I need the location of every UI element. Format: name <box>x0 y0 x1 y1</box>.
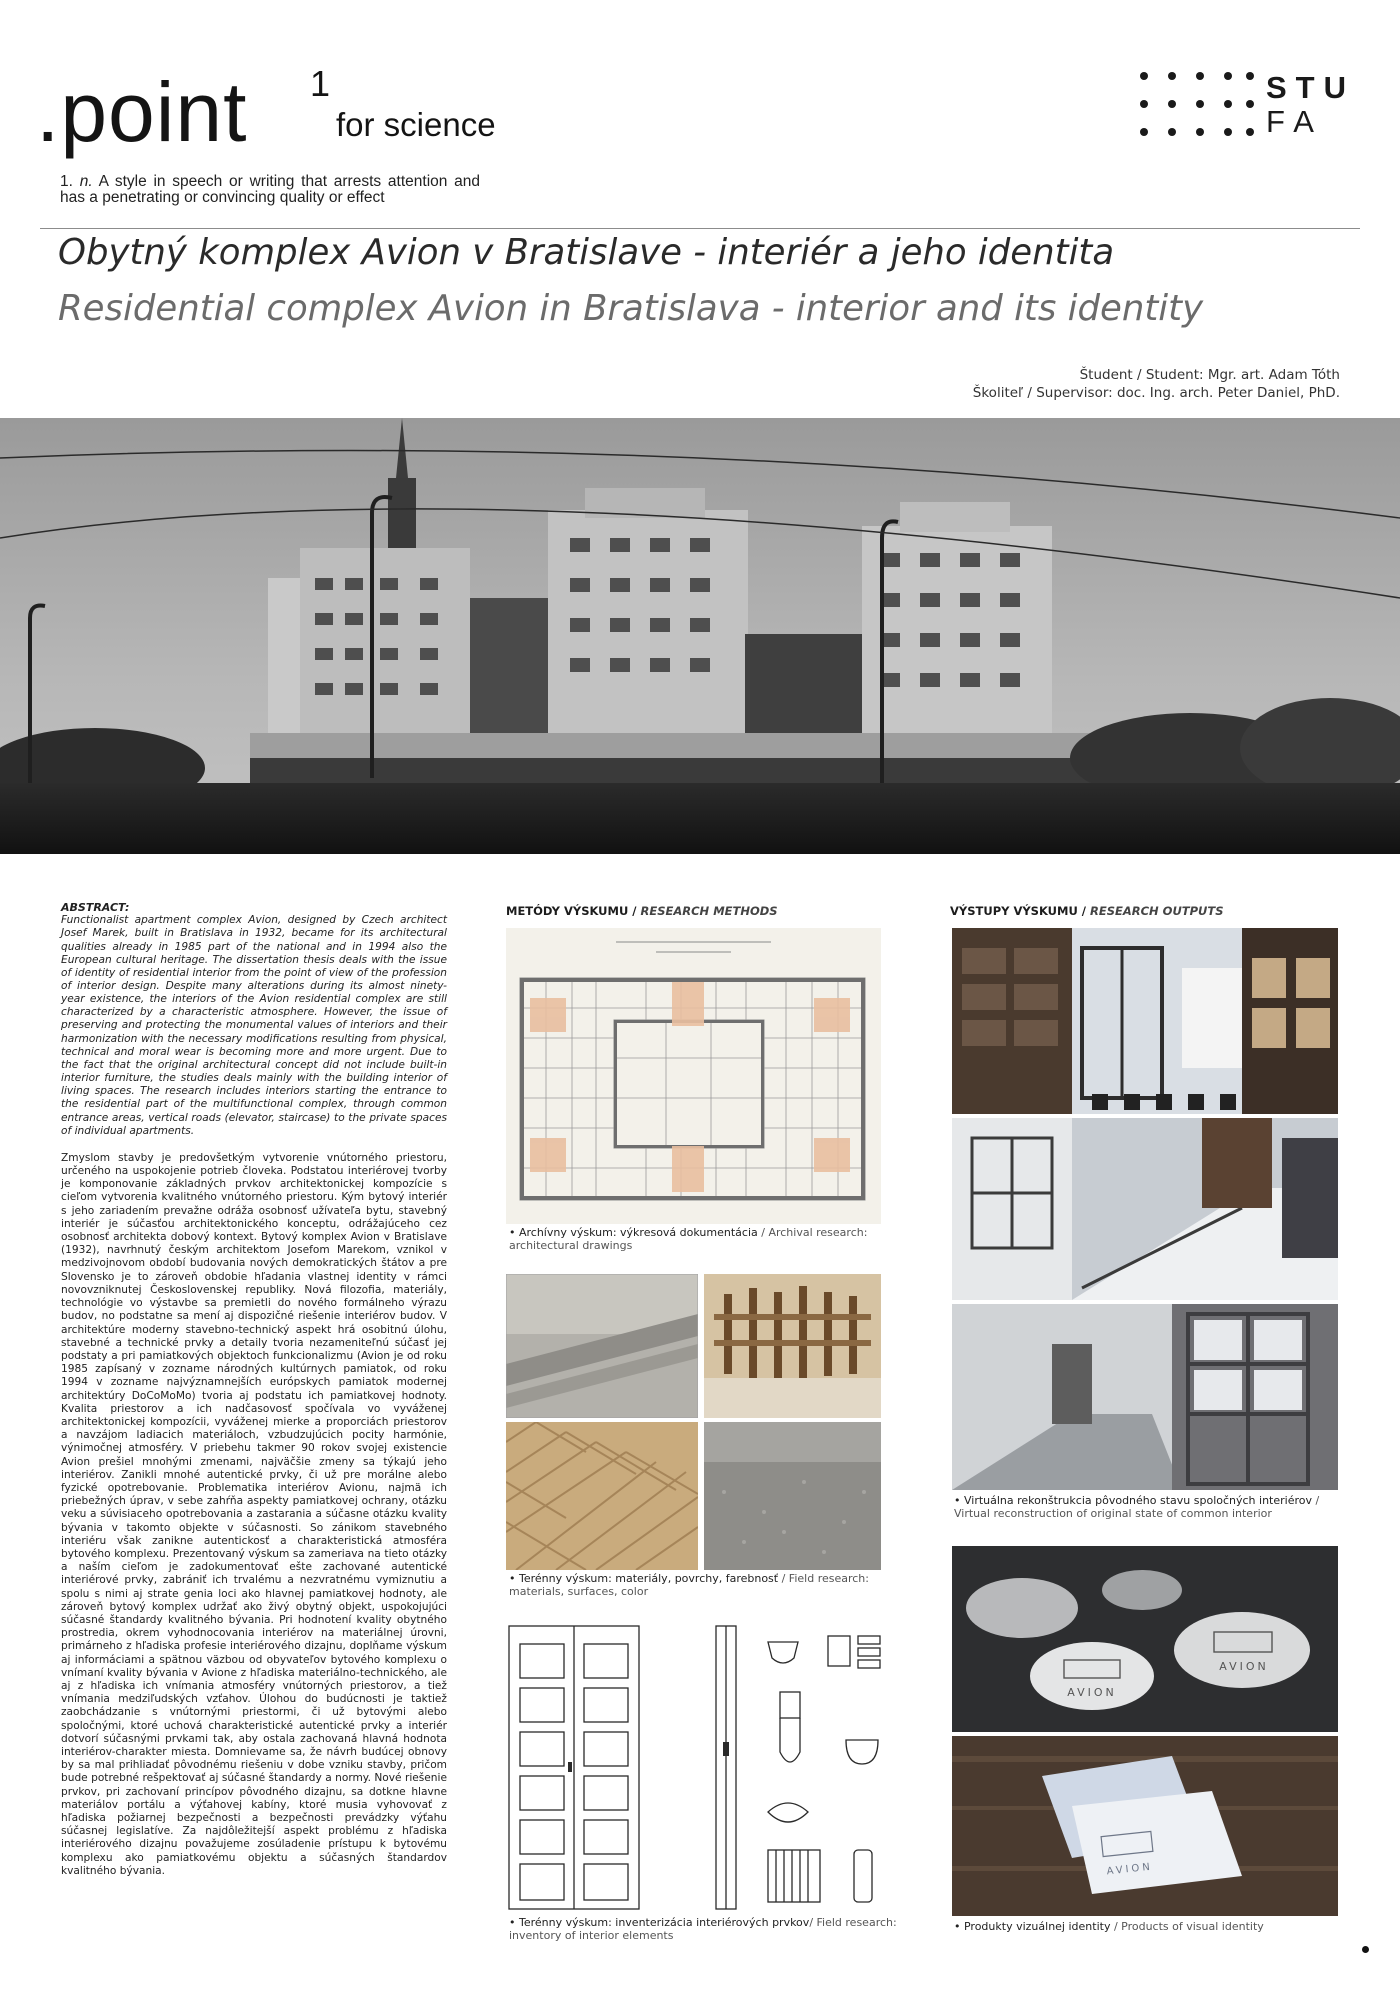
caption-materials-en: / Field research: materials, surfaces, color <box>509 1572 869 1598</box>
render-entrance-hall <box>952 928 1338 1114</box>
caption-identity-en: / Products of visual identity <box>1110 1920 1264 1933</box>
brand-word: .point <box>36 65 248 159</box>
caption-inventory-en: / Field research: inventory of interior elements <box>509 1916 897 1942</box>
render-staircase <box>952 1118 1338 1300</box>
abstract-text: Functionalist apartment complex Avion, designed by Czech architect Josef Marek, built in Bratislava in 1932, became for its architectural qualities already in 1985 part of the national and in 1994 also the European cultural heritage. The dissertation thesis deals with the issue of identity of residential interior from the point of view of the profession of interior design. Despite many alterations during its almost ninety-year existence, the interiors of the Avion residential complex are still characterized by a characteristic atmosphere. However, the issue of preserving and protecting the monumental values of interiors and their harmonization with the necessary modifications resulting from physical, technical and moral wear is becoming more and more urgent. Due to the fact that the original architectural concept did not include built-in interior furniture, the studies deals mainly with the building interior of living spaces. The research includes interiors starting the entrance to the residential part of the multifunctional complex, through common entrance areas, vertical roads (elevator, staircase) to the private spaces of individual apartments. <box>61 914 447 1137</box>
material-photo-concrete-beams <box>506 1274 698 1418</box>
student-name: Študent / Student: Mgr. art. Adam Tóth <box>1079 367 1340 383</box>
caption-inventory-sk: • Terénny výskum: inventerizácia interiérových prvkov <box>509 1916 810 1929</box>
brand-definition <box>60 174 480 206</box>
end-mark <box>1362 1946 1369 1953</box>
badge-word-1: AVION <box>1067 1686 1117 1699</box>
concrete-beams-image <box>506 1274 698 1418</box>
caption-archival-sk: • Archívny výskum: výkresová dokumentácia <box>509 1226 758 1239</box>
outputs-heading-sk: VÝSTUPY VÝSKUMU / <box>950 904 1090 918</box>
render-corridor <box>952 1304 1338 1490</box>
caption-field-materials <box>509 1572 889 1598</box>
abstract-heading: ABSTRACT: <box>61 901 130 914</box>
caption-visual-identity <box>954 1920 1344 1933</box>
logo-text-fa: FA <box>1266 104 1324 139</box>
badge-word-2: AVION <box>1219 1660 1269 1673</box>
hero-photo-avion <box>0 418 1400 854</box>
brand-tagline: for science <box>336 106 496 143</box>
caption-virtual-reconstruction <box>954 1494 1344 1520</box>
product-business-cards <box>952 1736 1338 1916</box>
archival-floor-plan <box>506 928 881 1224</box>
card-word: AVION <box>1106 1861 1154 1878</box>
floor-plan-drawing <box>506 928 881 1224</box>
caption-archival-en: / Archival research: architectural drawings <box>509 1226 868 1252</box>
inventory-drawings <box>506 1622 886 1912</box>
herringbone-parquet-image <box>506 1422 698 1570</box>
caption-reconstruction-sk: • Virtuálna rekonštrukcia pôvodného stavu spoločných interiérov <box>954 1494 1312 1507</box>
outputs-heading <box>950 904 1224 918</box>
methods-heading-sk: METÓDY VÝSKUMU / <box>506 904 641 918</box>
title-slovak: Obytný komplex Avion v Bratislave - interiér a jeho identita <box>58 232 1115 273</box>
logo-text-stu: STU <box>1266 70 1355 105</box>
title-english: Residential complex Avion in Bratislava - interior and its identity <box>58 288 1204 329</box>
avion-badges-image <box>952 1546 1338 1732</box>
brand-superscript: 1 <box>310 63 331 104</box>
methods-heading-en: RESEARCH METHODS <box>640 904 778 918</box>
corridor-render-image <box>952 1304 1338 1490</box>
material-photo-wood-lath <box>704 1274 881 1418</box>
terrazzo-floor-image <box>704 1422 881 1570</box>
methods-heading <box>506 904 778 918</box>
outputs-heading-en: RESEARCH OUTPUTS <box>1090 904 1224 918</box>
entrance-render-image <box>952 928 1338 1114</box>
product-badges <box>952 1546 1338 1732</box>
avion-building-photo <box>0 418 1400 854</box>
caption-materials-sk: • Terénny výskum: materiály, povrchy, farebnosť <box>509 1572 779 1585</box>
logo-dots-icon <box>1138 70 1256 138</box>
material-photo-terrazzo <box>704 1422 881 1570</box>
stu-fa-logo <box>1138 70 1355 139</box>
business-cards-image <box>952 1736 1338 1916</box>
text-column <box>61 901 447 1878</box>
supervisor-name: Školiteľ / Supervisor: doc. Ing. arch. Peter Daniel, PhD. <box>972 385 1340 401</box>
definition-text: A style in speech or writing that arrests attention and has a penetrating or convincing quality or effect <box>60 173 481 206</box>
caption-inventory <box>509 1916 909 1942</box>
caption-archival <box>509 1226 889 1252</box>
caption-reconstruction-en: / Virtual reconstruction of original state of common interior <box>954 1494 1320 1520</box>
definition-number: 1. <box>60 173 73 190</box>
interior-elements-drawing <box>506 1622 886 1912</box>
material-photo-parquet <box>506 1422 698 1570</box>
body-text: Zmyslom stavby je predovšetkým vytvorenie vnútorného priestoru, určeného na uspokojenie potrieb človeka. Podstatou interiérovej tvorby je komponovanie základných prvkov architektonickej kompozície s cieľom vytvorenia kvalitného vnútorného priestoru. Kým bytový interiér s jeho zariadením prevažne odráža osobnosť užívateľa bytu, stavebný interiér je súčasťou architektonického konceptu, odrážajúceho cez osobnosť architekta dobový kontext. Bytový komplex Avion v Bratislave (1932), navrhnutý českým architektom Josefom Marekom, vznikol v medzivojnovom období budovania nových demokratických štátov a pre Slovensko je to zároveň obdobie hľadania vlastnej identity v rámci novovzniknutej Československej republiky. Nová filozofia, materiály, technológie vo výstavbe sa premietli do nového formálneho výrazu budov, no podstatne sa mení aj dispozičné riešenie interiérov budov. V architektúre moderny stavebno-technický aspekt hrá osobitnú úlohu, stavebné a technické prvky a detaily tvoria nezameniteľnú súčasť jej podstaty a pri pamiatkových objektoch funkcionalizmu (Avion je od roku 1985 zapísaný v zozname národných kultúrnych pamiatok, od roku 1994 v zozname najvýznamnejších európskych pamiatok modernej architektúry DoCoMoMo) tvoria aj podstatu ich pamiatkovej hodnoty. Kvalita priestorov a ich nadčasovosť spočívala vo vyváženej architektonickej kompozícii, vyváženej mierke a proporciách priestorov a navzájom ladiacich materiáloch, vzbudzujúcich pocity harmónie, výnimočnej atmosféry. V priebehu takmer 90 rokov svojej existencie Avion prešiel mnohými zmenami, najväčšie zmeny sa týkajú jeho interiérov. Zanikli mnohé autentické prvky, či už pre morálne alebo fyzické opotrebovanie. Problematika interiérov Avionu, najmä ich priebežných úprav, v sebe zahŕňa aspekty pamiatkovej ochrany, otázku veku a súvisiaceho opotrebovania a zastarania a súčasne otázku kvality bývania v takomto objekte v súčasnosti. So zánikom stavebného interiéru však zanikne autentickosť a charakteristická atmosféra bytového komplexu. Prezentovaný výskum sa zameriava na tieto otázky a naším cieľom je zadokumentovať ešte zachované autentické interiérové prvky, zabrániť ich trvalému a nezvratnému vymiznutiu a spolu s nimi aj strate genia loci ako hlavnej pamiatkovej hodnoty, ale zároveň bytový komplex udržať ako živý obytný objekt, uspokojujúci súčasné štandardy kvalitného bývania. Pri hodnotení kvality obytného prostredia, okrem vyhodnocovania interiérov na materiálnej úrovni, primárneho z hľadiska profesie interiérového dizajnu, doplňame výskum aj informáciami a spätnou väzbou od obyvateľov bytového komplexu o vnímaní kvality bývania v Avione z hľadiska materiálno-technického, ale aj z hľadiska ich vnímania atmosféry vnútorných priestorov, a tiež vnímania medziľudských vzťahov. Úlohou do budúcnosti je taktiež zaobchádzanie s vnútornými priestormi, či už bytovými alebo spoločnými, ktoré uchová charakteristické autentické prvky a interiér dotvorí súčasnými prvkami tak, aby ostala zachovaná hlavná hodnota interiérov-charakter miesta. Domnievame sa, že návrh budúcej obnovy by sa mal prihliadať pôvodnému riešeniu v dobe vzniku stavby, pričom bude potrebné rešpektovať aj súčasné štandardy a normy. Nové riešenie prvkov, pri zachovaní princípov pôvodného dizajnu, sa dotkne hlavne materiálov portálu a výťahovej kabíny, ktoré musia vyhovovať z hľadiska požiarnej bezpečnosti a bezpečnosti prevádzky výťahu súčasnej legislatíve. Za najdôležitejší aspekt problému z hľadiska interiérového dizajnu považujeme zosúladenie prístupu k bytovému komplexu ako pamiatkovému objektu a súčasných štandardov kvalitného bývania. <box>61 1151 447 1877</box>
caption-identity-sk: • Produkty vizuálnej identity <box>954 1920 1111 1933</box>
definition-part-of-speech: n. <box>79 173 93 190</box>
authors <box>973 366 1340 402</box>
wood-lath-image <box>704 1274 881 1418</box>
staircase-render-image <box>952 1118 1338 1300</box>
header-divider <box>40 228 1360 229</box>
